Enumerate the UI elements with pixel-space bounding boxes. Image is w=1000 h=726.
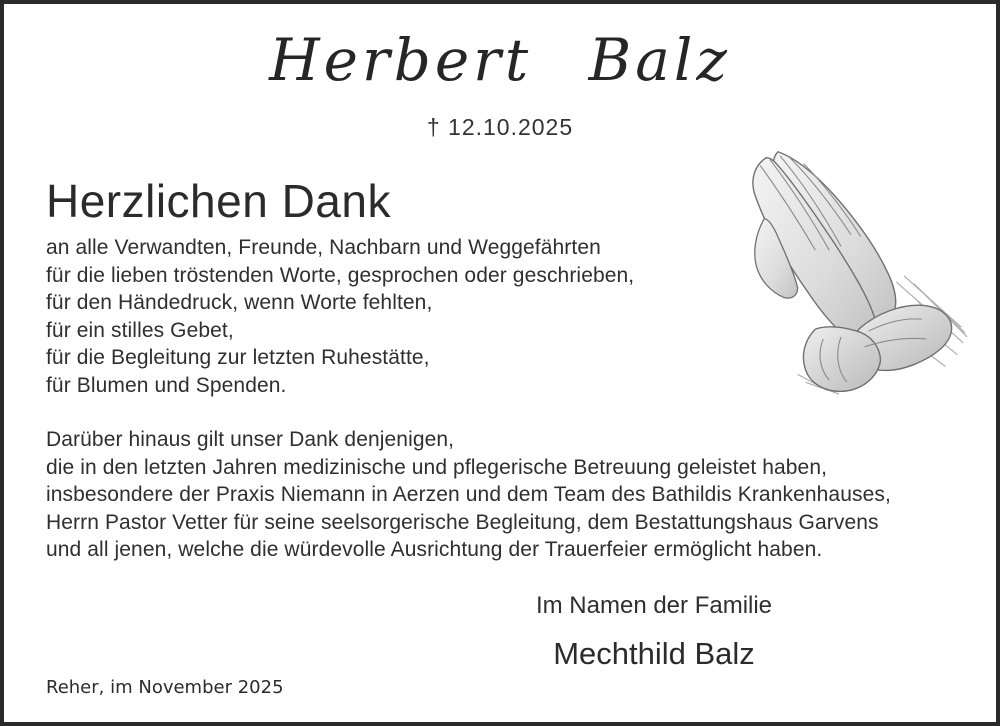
place-date: Reher, im November 2025 (46, 677, 284, 698)
extended-thanks-line: insbesondere der Praxis Niemann in Aerzen und dem Team des Bathildis Krankenhauses, (46, 483, 891, 507)
thanks-paragraph (46, 234, 634, 400)
extended-thanks-line: Darüber hinaus gilt unser Dank denjenigen, (46, 428, 455, 451)
deceased-name: Herbert Balz (269, 26, 731, 94)
thanks-line: für die lieben tröstenden Worte, gesprochen oder geschrieben, (46, 263, 635, 287)
extended-thanks-paragraph (46, 426, 891, 564)
death-date: † 12.10.2025 (426, 114, 574, 140)
thanks-line: für Blumen und Spenden. (46, 373, 287, 397)
thanks-line: für ein stilles Gebet, (46, 318, 234, 342)
closing-signature: Mechthild Balz (553, 636, 755, 671)
closing-block (404, 592, 904, 672)
closing-intro: Im Namen der Familie (535, 592, 773, 619)
thanks-headline: Herzlichen Dank (46, 175, 391, 227)
extended-thanks-line: Herrn Pastor Vetter für seine seelsorgerische Begleitung, dem Bestattungshaus Garvens (46, 510, 879, 534)
thanks-line: für den Händedruck, wenn Worte fehlten, (46, 291, 433, 315)
praying-hands-icon (716, 136, 972, 402)
thanks-line: für die Begleitung zur letzten Ruhestätte, (46, 346, 430, 370)
thanks-line: an alle Verwandten, Freunde, Nachbarn und Weggefährten (46, 236, 601, 259)
extended-thanks-line: die in den letzten Jahren medizinische und pflegerische Betreuung geleistet haben, (46, 455, 828, 479)
extended-thanks-line: und all jenen, welche die würdevolle Ausrichtung der Trauerfeier ermöglicht haben. (46, 538, 823, 562)
